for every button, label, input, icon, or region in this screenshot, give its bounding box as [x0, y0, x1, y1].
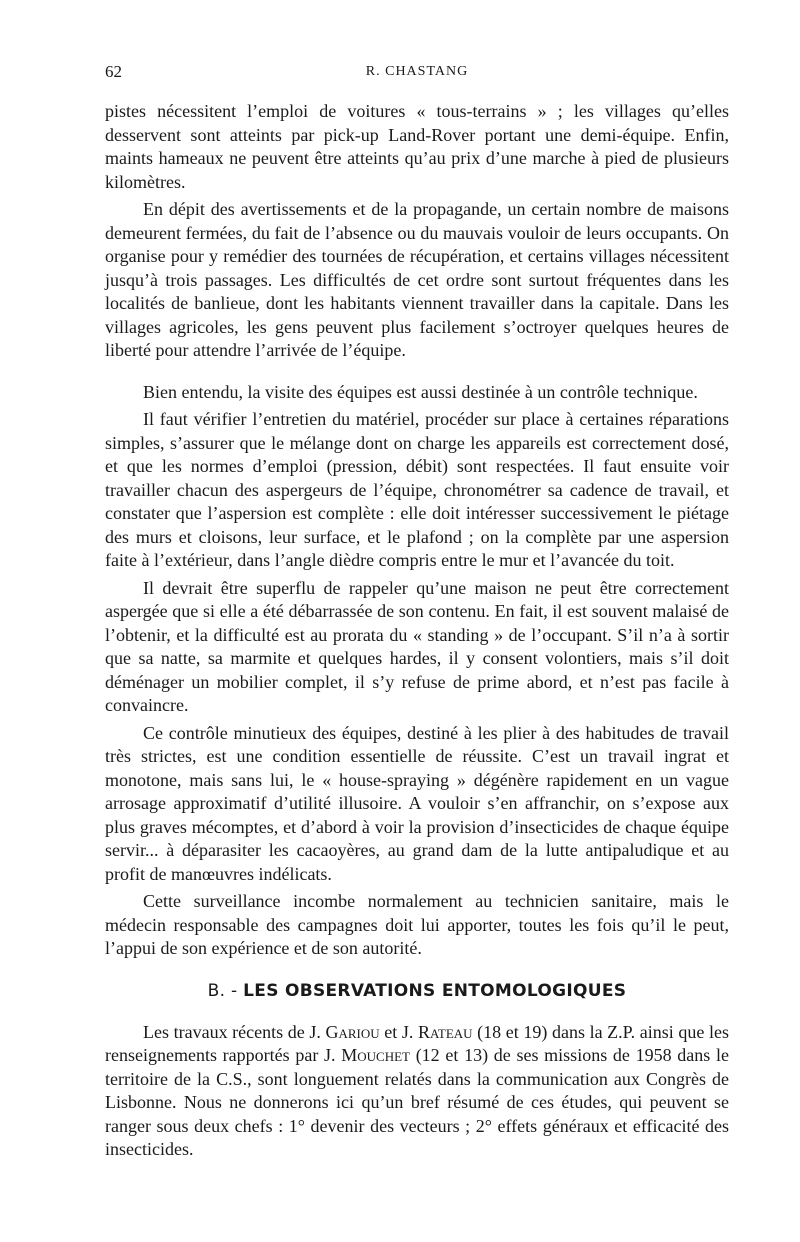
paragraph: Il faut vérifier l’entretien du matériel, procéder sur place à certaines réparations simples, s’assurer que le mélange dont on charge les appareils est correctement dosé, et que les normes d’emploi (pression, débit) sont respectées. Il faut ensuite voir travailler chacun des aspergeurs de l’équipe, chronométrer sa cadence de travail, et constater que l’aspersion est complète : elle doit intéresser successivement le piétage des murs et cloisons, leur surface, et le plafond ; on la complète par une aspersion faite à l’extérieur, dans l’angle dièdre compris entre le mur et l’avancée du toit. — [105, 409, 729, 570]
section-heading — [105, 981, 729, 1001]
paragraph-entomology — [105, 1021, 729, 1162]
paragraph-continuation: pistes nécessitent l’emploi de voitures « tous-terrains » ; les villages qu’elles desservent sont atteints par pick-up Land-Rover portant une demi-équipe. Enfin, maints hameaux ne peuvent être atteints qu’au prix d’une marche à pied de plusieurs kilomètres. — [105, 101, 729, 192]
author-name: Rateau — [417, 1021, 473, 1042]
paragraph: Il devrait être superflu de rappeler qu’une maison ne peut être correctement aspergée que si elle a été débarrassée de son contenu. En fait, il est souvent malaisé de l’obtenir, et la difficulté est au prorata du « standing » de l’occupant. S’il n’a à sortir que sa natte, sa marmite et quelques hardes, il y consent volontiers, mais s’il doit déménager un mobilier complet, il s’y refuse de prime abord, et n’est pas facile à convaincre. — [105, 577, 729, 715]
paragraph: En dépit des avertissements et de la propagande, un certain nombre de maisons demeurent fermées, du fait de l’absence ou du mauvais vouloir de leurs occupants. On organise pour y remédier des tournées de récupération, et certains villages nécessitent jusqu’à trois passages. Les difficultés de cet ordre sont surtout fréquentes dans les localités de banlieue, dont les habitants viennent travailler dans la capitale. Dans les villages agricoles, les gens peuvent plus facilement s’octroyer quelques heures de liberté pour attendre l’arrivée de l’équipe. — [105, 199, 729, 360]
text-run: Les travaux récents de J. — [143, 1021, 326, 1042]
paragraph: Bien entendu, la visite des équipes est aussi destinée à un contrôle technique. — [143, 381, 698, 402]
paragraph: Cette surveillance incombe normalement au technicien sanitaire, mais le médecin responsable des campagnes doit lui apporter, toutes les fois qu’il le peut, l’appui de son expérience et de son autorité. — [105, 891, 729, 958]
running-title: R. CHASTANG — [365, 64, 469, 79]
author-name: Mouchet — [341, 1045, 410, 1065]
text-run: (12 et 13) de ses missions de 1958 dans le territoire de la C.S., sont longuement relatés dans la communication aux Congrès de Lisbonne. Nous ne donnerons ici qu’un bref résumé de ces études, qui peuvent se ranger sous deux chefs : 1° devenir des vecteurs ; 2° effets généraux et efficacité des insecticides. — [105, 1045, 729, 1159]
document-page — [105, 62, 729, 1202]
section-heading-prefix: B. - — [207, 980, 244, 1001]
page-number: 62 — [105, 62, 122, 81]
running-head — [105, 62, 729, 84]
text-run: (18 et 19) dans la Z.P. ainsi que les renseignements rapportés par J. — [105, 1021, 729, 1065]
section-heading-title: LES OBSERVATIONS ENTOMOLOGIQUES — [243, 980, 627, 1001]
text-run: et J. — [379, 1021, 418, 1042]
author-name: Gariou — [325, 1021, 380, 1042]
paragraph: Ce contrôle minutieux des équipes, destiné à les plier à des habitudes de travail très strictes, est une condition essentielle de réussite. C’est un travail ingrat et monotone, mais sans lui, le « house-spraying » dégénère rapidement en un vague arrosage approximatif d’utilité illusoire. A vouloir s’en affranchir, on s’expose aux plus graves mécomptes, et d’abord à voir la provision d’insecticides de chaque équipe servir... à déparasiter les cacaoyères, au grand dam de la lutte antipaludique et au profit de manœuvres indélicats. — [105, 722, 729, 884]
